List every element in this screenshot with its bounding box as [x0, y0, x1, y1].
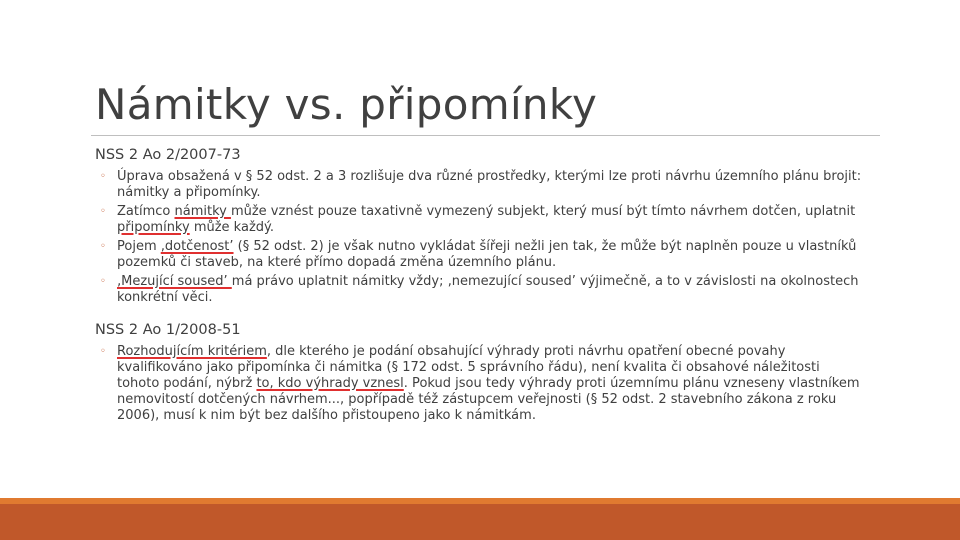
bullet-item — [95, 344, 865, 424]
bullet-list — [95, 344, 865, 424]
bullet-text: má právo uplatnit námitky vždy; ‚nemezující soused’ výjimečně, a to v závislosti na okolnostech konkrétní věci. — [117, 274, 859, 305]
highlighted-term: ‚dotčenost’ — [160, 239, 234, 254]
bullet-item — [95, 204, 865, 236]
bullet-icon: ◦ — [100, 276, 106, 287]
bullet-item — [95, 239, 865, 271]
highlighted-term: námitky — [174, 204, 231, 219]
title-divider — [91, 135, 880, 136]
section-2 — [95, 322, 865, 424]
highlighted-term: ‚Mezující soused’ — [117, 274, 232, 289]
bullet-text: může každý. — [189, 220, 274, 235]
bullet-item — [95, 169, 865, 201]
bullet-icon: ◦ — [100, 241, 106, 252]
section-heading: NSS 2 Ao 2/2007-73 — [95, 147, 241, 163]
bullet-icon: ◦ — [100, 206, 106, 217]
highlighted-term: Rozhodujícím kritériem — [117, 344, 267, 359]
bullet-text: může vznést pouze taxativně vymezený subjekt, který musí být tímto návrhem dotčen, uplatnit — [230, 204, 856, 219]
bullet-icon: ◦ — [100, 171, 106, 182]
highlighted-term: připomínky — [117, 220, 190, 235]
bullet-text: , dle kterého je podání obsahující výhrady proti návrhu opatření obecné povahy kvalifikováno jako připomínka či námitka (§ 172 odst. 5 správního řádu), není kvalita či obsahové náležitosti tohoto podání, nýbrž — [117, 344, 820, 391]
bullet-text: . Pokud jsou tedy výhrady proti územnímu plánu vzneseny vlastníkem nemovitostí dotčených návrhem..., popřípadě též zástupcem veřejnosti (§ 52 odst. 2 stavebního zákona z roku 2006), musí k nim být bez dalšího přistoupeno jako k námitkám. — [117, 376, 860, 423]
section-heading: NSS 2 Ao 1/2008-51 — [95, 322, 241, 338]
slide-title: Námitky vs. připomínky — [95, 80, 598, 129]
slide-content — [95, 147, 865, 427]
footer-band — [0, 498, 960, 540]
bullet-text: Zatímco — [117, 204, 175, 219]
section-1 — [95, 147, 865, 306]
bullet-text: Pojem — [117, 239, 161, 254]
bullet-text: Úprava obsažená v § 52 odst. 2 a 3 rozlišuje dva různé prostředky, kterými lze proti návrhu územního plánu brojit: námitky a připomínky. — [117, 169, 862, 200]
footer-band-highlight — [0, 498, 960, 504]
bullet-icon: ◦ — [100, 346, 106, 357]
bullet-item — [95, 274, 865, 306]
bullet-text: (§ 52 odst. 2) je však nutno vykládat šířeji nežli jen tak, že může být naplněn pouze u vlastníků pozemků či staveb, na které přímo dopadá změna územního plánu. — [117, 239, 857, 270]
bullet-list — [95, 169, 865, 306]
highlighted-term: to, kdo výhrady vznesl — [256, 376, 404, 391]
